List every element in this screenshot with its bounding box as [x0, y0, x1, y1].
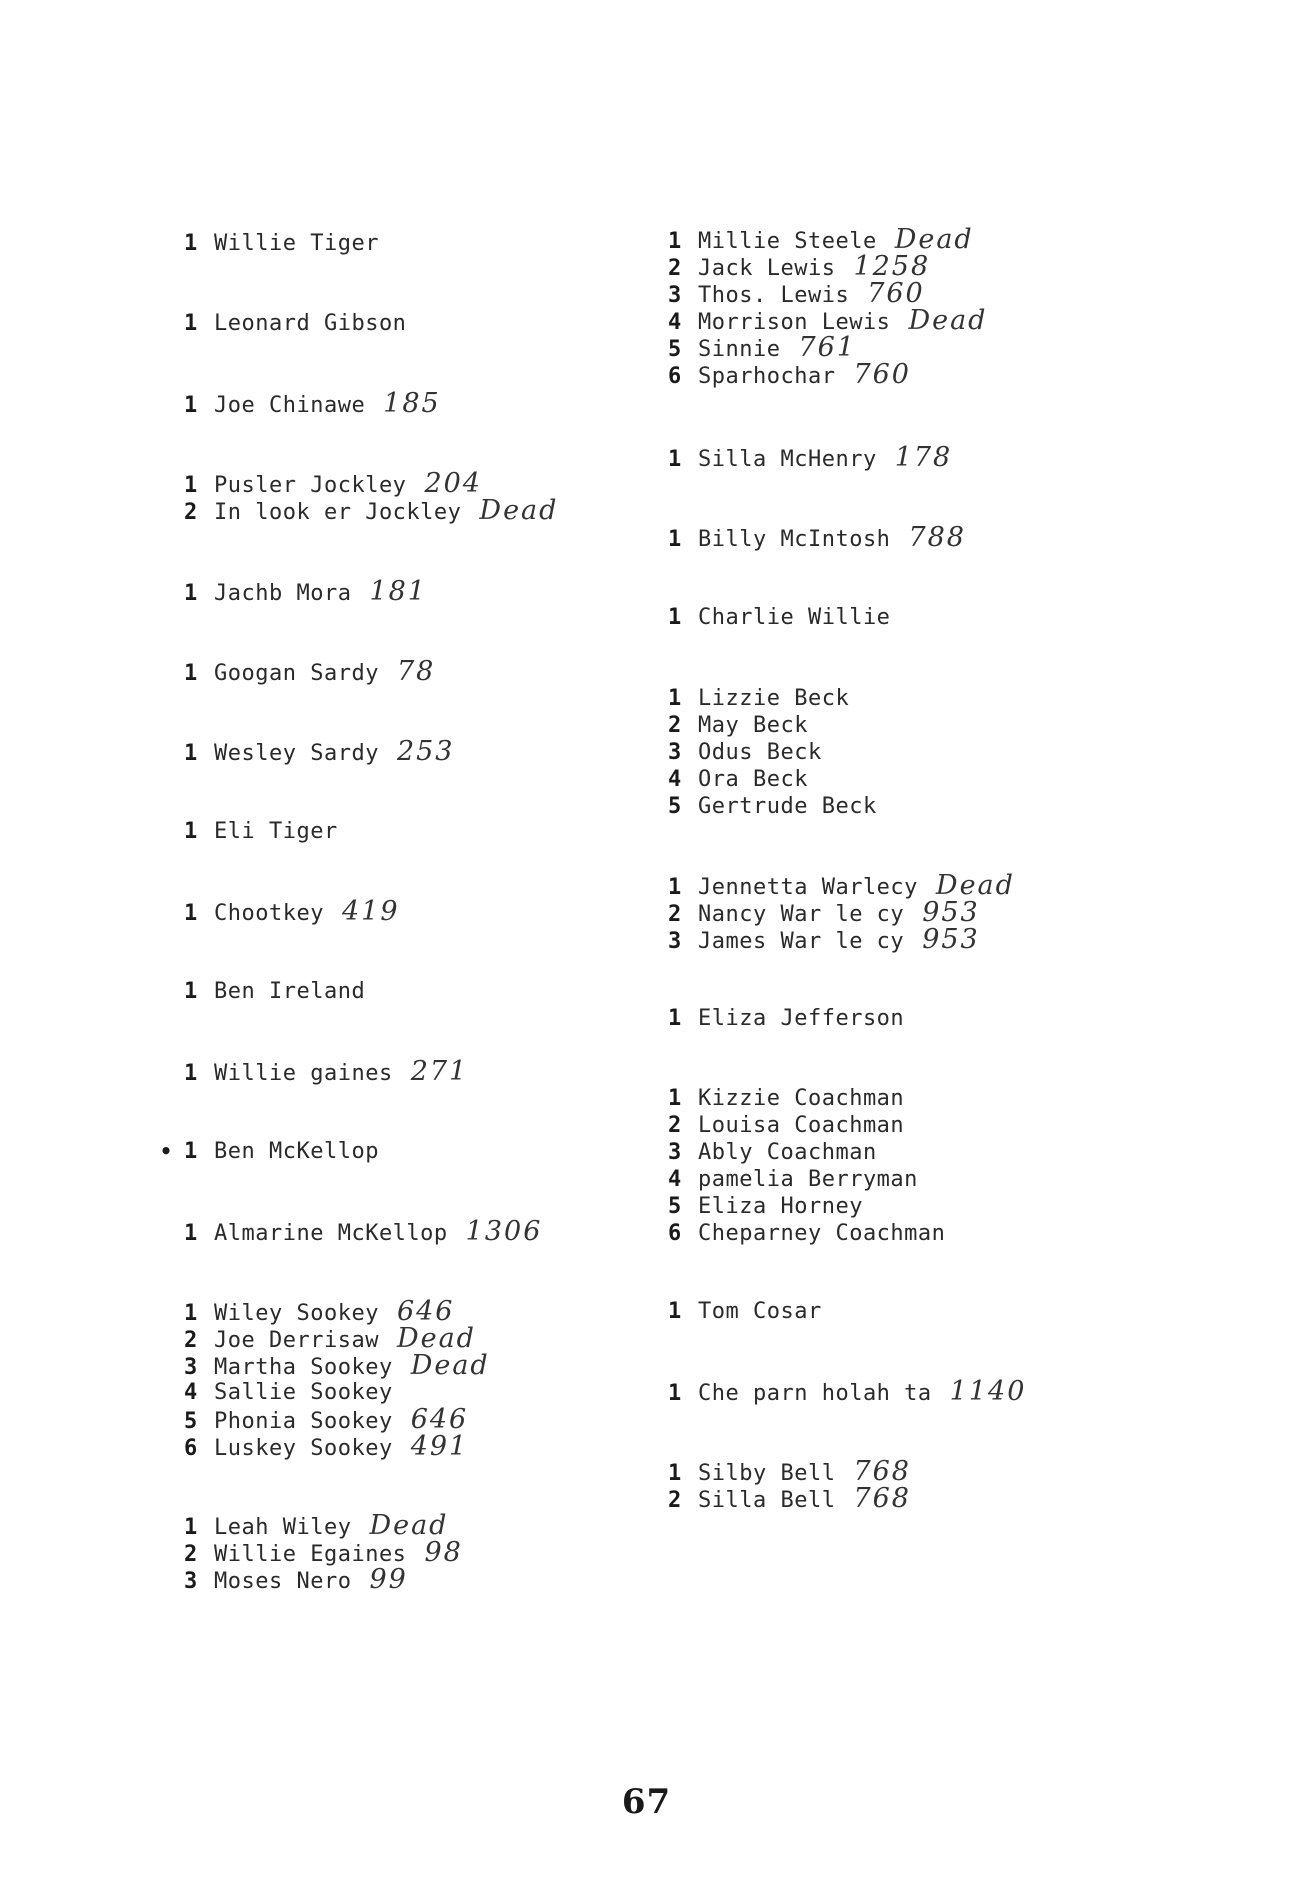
roll-entry [668, 1139, 1138, 1166]
roll-entry [184, 898, 654, 925]
entry-number: 1 [184, 1139, 198, 1164]
entry-number: 4 [668, 310, 682, 335]
handwritten-note: Dead [479, 495, 559, 526]
handwritten-note: 78 [396, 656, 436, 687]
entry-number: 1 [668, 1381, 682, 1406]
entry-name: Thos. Lewis [698, 283, 850, 308]
entry-name: Willie Egaines [214, 1542, 407, 1567]
household-group [668, 1005, 1138, 1032]
entry-number: 3 [668, 929, 682, 954]
household-group [184, 1218, 654, 1245]
roll-entry [668, 226, 1138, 253]
roll-entry [184, 1433, 654, 1460]
entry-name: Millie Steele [698, 229, 877, 254]
roll-entry [184, 1298, 654, 1325]
handwritten-note: 1140 [949, 1376, 1027, 1407]
entry-number: 1 [184, 1301, 198, 1326]
roll-entry [668, 685, 1138, 712]
roll-entry [184, 1325, 654, 1352]
roll-entry [668, 1298, 1138, 1325]
household-group [184, 578, 654, 605]
household-group [184, 1058, 654, 1085]
roll-entry [184, 578, 654, 605]
roll-entry [668, 253, 1138, 280]
handwritten-note: 646 [410, 1404, 469, 1435]
roll-entry [184, 1058, 654, 1085]
handwritten-note: Dead [410, 1350, 490, 1381]
entry-name: Willie Tiger [214, 231, 379, 256]
handwritten-note: 185 [383, 388, 441, 419]
entry-number: 3 [668, 740, 682, 765]
entry-number: 1 [184, 473, 198, 498]
household-group [668, 872, 1138, 953]
entry-name: Pusler Jockley [214, 473, 407, 498]
entry-number: 1 [668, 686, 682, 711]
entry-name: Leah Wiley [214, 1515, 352, 1540]
household-group [184, 1298, 654, 1460]
handwritten-note: 253 [396, 736, 455, 767]
household-group [668, 1378, 1138, 1405]
roll-entry [668, 1085, 1138, 1112]
entry-name: Che parn holah ta [698, 1381, 932, 1406]
entry-name: Jachb Mora [214, 581, 352, 606]
entry-name: Sinnie [698, 337, 781, 362]
household-group [668, 226, 1138, 388]
handwritten-note: 1258 [853, 251, 931, 282]
entry-name: Phonia Sookey [214, 1409, 393, 1434]
handwritten-note: 646 [396, 1296, 455, 1327]
handwritten-note: 271 [410, 1056, 469, 1087]
handwritten-note: 768 [853, 1483, 911, 1514]
entry-number: 2 [668, 902, 682, 927]
entry-name: Sparhochar [698, 364, 836, 389]
entry-name: Ably Coachman [698, 1140, 877, 1165]
roll-entry [184, 978, 654, 1005]
handwritten-note: 760 [867, 278, 925, 309]
household-group [184, 658, 654, 685]
handwritten-note: 788 [908, 522, 966, 553]
entry-name: Billy McIntosh [698, 527, 891, 552]
entry-number: 1 [184, 741, 198, 766]
entry-number: 1 [184, 231, 198, 256]
household-group [184, 310, 654, 337]
household-group [668, 604, 1138, 631]
handwritten-note: 761 [798, 332, 857, 363]
entry-number: 3 [668, 283, 682, 308]
roll-entry [184, 230, 654, 257]
handwritten-note: 491 [410, 1431, 469, 1462]
household-group [184, 978, 654, 1005]
household-group [160, 1138, 654, 1165]
household-group [184, 898, 654, 925]
entry-name: Leonard Gibson [214, 311, 407, 336]
household-group [668, 685, 1138, 820]
roll-entry [184, 818, 654, 845]
roll-entry [184, 738, 654, 765]
entry-name: Silla McHenry [698, 447, 877, 472]
entry-number: 1 [668, 605, 682, 630]
bullet-mark: • [160, 1139, 173, 1163]
entry-number: 5 [668, 1194, 682, 1219]
roll-entry [668, 793, 1138, 820]
entry-number: 3 [184, 1355, 198, 1380]
roll-entry [184, 1512, 654, 1539]
handwritten-note: 953 [922, 924, 980, 955]
entry-name: pamelia Berryman [698, 1167, 918, 1192]
entry-number: 2 [668, 1113, 682, 1138]
roll-entry [184, 310, 654, 337]
roll-entry [184, 1379, 654, 1406]
entry-name: Wesley Sardy [214, 741, 379, 766]
entry-number: 1 [184, 311, 198, 336]
entry-name: Tom Cosar [698, 1299, 822, 1324]
roll-entry [668, 926, 1138, 953]
entry-number: 2 [184, 1542, 198, 1567]
entry-number: 3 [668, 1140, 682, 1165]
roll-entry [184, 497, 654, 524]
entry-name: Willie gaines [214, 1061, 393, 1086]
household-group [668, 444, 1138, 471]
roll-entry [668, 766, 1138, 793]
entry-number: 5 [184, 1409, 198, 1434]
entry-number: 1 [668, 447, 682, 472]
household-group [668, 524, 1138, 551]
entry-name: Joe Chinawe [214, 393, 366, 418]
roll-entry [668, 361, 1138, 388]
entry-name: Moses Nero [214, 1569, 352, 1594]
handwritten-note: 99 [369, 1564, 408, 1595]
entry-name: Sallie Sookey [214, 1380, 393, 1405]
entry-number: 1 [184, 1515, 198, 1540]
entry-name: Louisa Coachman [698, 1113, 905, 1138]
roll-entry [184, 1539, 654, 1566]
entry-number: 1 [668, 1006, 682, 1031]
entry-name: Ben McKellop [214, 1139, 379, 1164]
entry-number: 6 [668, 1221, 682, 1246]
roll-entry [184, 658, 654, 685]
entry-name: Chootkey [214, 901, 324, 926]
household-group [668, 1458, 1138, 1512]
roll-entry [668, 1166, 1138, 1193]
roll-entry [668, 524, 1138, 551]
roll-entry [184, 1406, 654, 1433]
handwritten-note: 768 [853, 1456, 911, 1487]
entry-name: Eliza Horney [698, 1194, 863, 1219]
household-group [184, 230, 654, 257]
household-group [184, 390, 654, 417]
roll-entry [184, 1218, 654, 1245]
handwritten-note: 98 [424, 1537, 463, 1568]
roll-entry [668, 1005, 1138, 1032]
entry-number: 4 [184, 1380, 198, 1405]
entry-number: 3 [184, 1569, 198, 1594]
entry-name: Cheparney Coachman [698, 1221, 946, 1246]
entry-number: 1 [668, 1299, 682, 1324]
entry-number: 6 [184, 1436, 198, 1461]
entry-number: 1 [668, 527, 682, 552]
entry-name: Ora Beck [698, 767, 808, 792]
entry-number: 1 [184, 1061, 198, 1086]
household-group [668, 1085, 1138, 1247]
page-number: 67 [621, 1782, 672, 1822]
entry-name: Silla Bell [698, 1488, 836, 1513]
household-group [184, 1512, 654, 1593]
entry-name: Charlie Willie [698, 605, 891, 630]
roll-entry [668, 1220, 1138, 1247]
roll-entry [668, 1458, 1138, 1485]
entry-number: 1 [184, 979, 198, 1004]
entry-number: 5 [668, 794, 682, 819]
handwritten-note: 178 [894, 442, 953, 473]
entry-number: 1 [184, 819, 198, 844]
entry-number: 2 [668, 1488, 682, 1513]
entry-name: Ben Ireland [214, 979, 366, 1004]
roll-entry [160, 1138, 654, 1165]
entry-number: 2 [184, 1328, 198, 1353]
handwritten-note: 953 [922, 897, 980, 928]
roll-entry [668, 712, 1138, 739]
entry-number: 1 [184, 1221, 198, 1246]
household-group [184, 470, 654, 524]
entry-name: Martha Sookey [214, 1355, 393, 1380]
handwritten-note: Dead [908, 305, 988, 336]
entry-name: Jennetta Warlecy [698, 875, 918, 900]
entry-name: Jack Lewis [698, 256, 836, 281]
entry-number: 4 [668, 767, 682, 792]
household-group [184, 738, 654, 765]
entry-name: Morrison Lewis [698, 310, 891, 335]
handwritten-note: Dead [369, 1510, 449, 1541]
roll-entry [668, 1112, 1138, 1139]
entry-number: 1 [184, 581, 198, 606]
entry-number: 1 [184, 393, 198, 418]
entry-name: Gertrude Beck [698, 794, 877, 819]
roll-entry [668, 1193, 1138, 1220]
roll-entry [184, 1566, 654, 1593]
entry-name: Lizzie Beck [698, 686, 850, 711]
entry-number: 2 [668, 256, 682, 281]
roll-entry [668, 1378, 1138, 1405]
handwritten-note: 181 [369, 576, 427, 607]
entry-number: 4 [668, 1167, 682, 1192]
roll-entry [668, 280, 1138, 307]
entry-number: 5 [668, 337, 682, 362]
entry-name: Almarine McKellop [214, 1221, 448, 1246]
roll-entry [668, 872, 1138, 899]
entry-number: 1 [668, 229, 682, 254]
entry-name: In look er Jockley [214, 500, 462, 525]
handwritten-note: 204 [424, 468, 482, 499]
entry-name: Googan Sardy [214, 661, 379, 686]
entry-number: 1 [668, 1461, 682, 1486]
handwritten-note: 419 [341, 896, 400, 927]
roll-entry [668, 739, 1138, 766]
entry-number: 2 [668, 713, 682, 738]
entry-name: Eliza Jefferson [698, 1006, 905, 1031]
entry-name: May Beck [698, 713, 808, 738]
entry-name: Nancy War le cy [698, 902, 905, 927]
handwritten-note: Dead [894, 224, 974, 255]
entry-number: 1 [668, 875, 682, 900]
roll-entry [668, 444, 1138, 471]
handwritten-note: 1306 [465, 1216, 543, 1247]
roll-entry [668, 307, 1138, 334]
handwritten-note: Dead [935, 870, 1015, 901]
entry-name: James War le cy [698, 929, 905, 954]
entry-name: Silby Bell [698, 1461, 836, 1486]
household-group [184, 818, 654, 845]
roll-entry [668, 1485, 1138, 1512]
roll-entry [184, 390, 654, 417]
entry-name: Eli Tiger [214, 819, 338, 844]
roll-entry [668, 334, 1138, 361]
entry-name: Odus Beck [698, 740, 822, 765]
entry-number: 1 [184, 901, 198, 926]
entry-number: 2 [184, 500, 198, 525]
handwritten-note: 760 [853, 359, 911, 390]
household-group [668, 1298, 1138, 1325]
roll-entry [668, 899, 1138, 926]
entry-name: Wiley Sookey [214, 1301, 379, 1326]
roll-entry [184, 470, 654, 497]
entry-number: 6 [668, 364, 682, 389]
entry-name: Kizzie Coachman [698, 1086, 905, 1111]
entry-number: 1 [668, 1086, 682, 1111]
roll-entry [184, 1352, 654, 1379]
roll-entry [668, 604, 1138, 631]
handwritten-note: Dead [396, 1323, 476, 1354]
entry-name: Joe Derrisaw [214, 1328, 379, 1353]
entry-name: Luskey Sookey [214, 1436, 393, 1461]
entry-number: 1 [184, 661, 198, 686]
